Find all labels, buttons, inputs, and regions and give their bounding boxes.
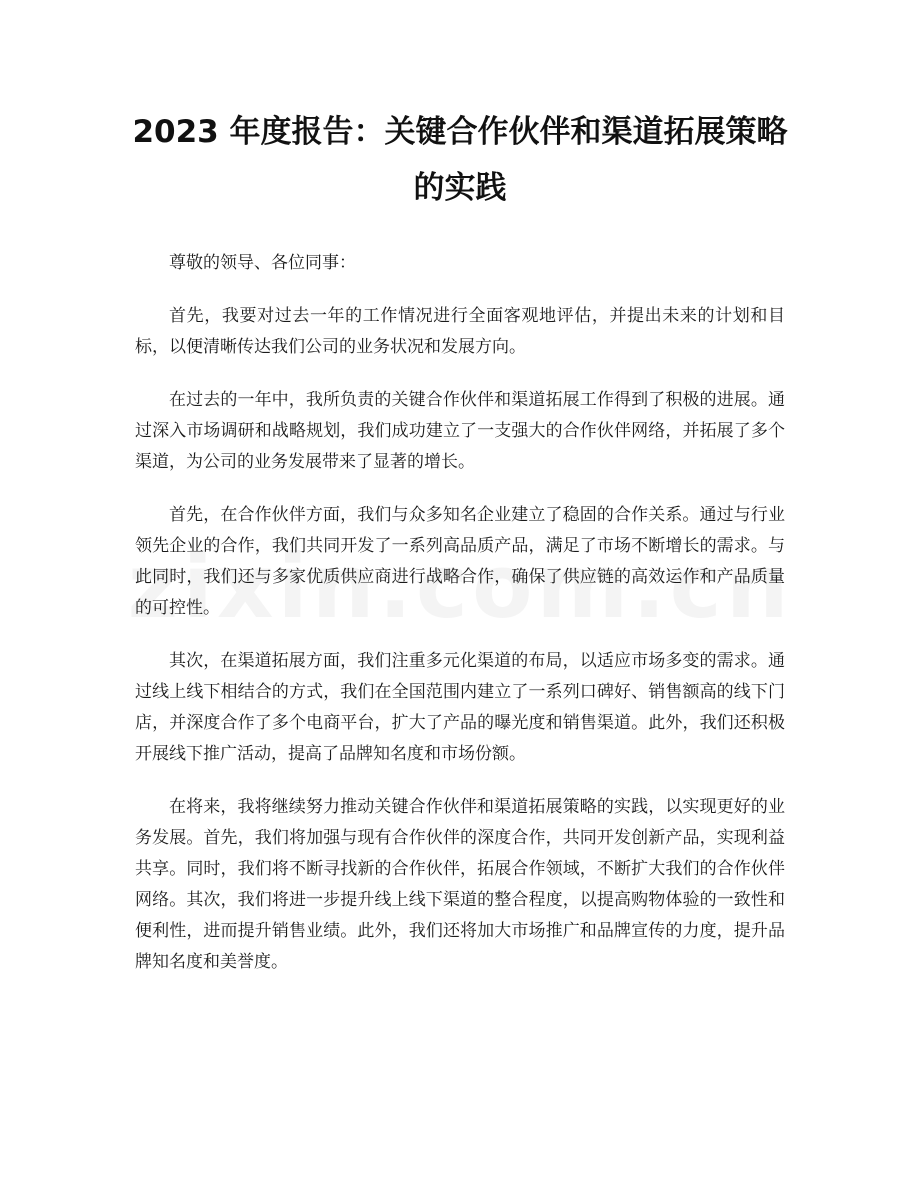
document-title: 2023 年度报告：关键合作伙伴和渠道拓展策略的实践 <box>132 114 788 206</box>
salutation: 尊敬的领导、各位同事： <box>169 253 356 273</box>
paragraph-channels: 其次，在渠道拓展方面，我们注重多元化渠道的布局，以适应市场多变的需求。通过线上线下相结合的方式，我们在全国范围内建立了一系列口碑好、销售额高的线下门店，并深度合作了多个电商平台，扩大了产品的曝光度和销售渠道。此外，我们还积极开展线下推广活动，提高了品牌知名度和市场份额。 <box>135 651 785 764</box>
document-body <box>135 248 785 1000</box>
paragraph-review: 在过去的一年中，我所负责的关键合作伙伴和渠道拓展工作得到了积极的进展。通过深入市场调研和战略规划，我们成功建立了一支强大的合作伙伴网络，并拓展了多个渠道，为公司的业务发展带来了显著的增长。 <box>135 390 785 472</box>
paragraph-intro: 首先，我要对过去一年的工作情况进行全面客观地评估，并提出未来的计划和目标，以便清晰传达我们公司的业务状况和发展方向。 <box>135 306 785 357</box>
paragraph-future: 在将来，我将继续努力推动关键合作伙伴和渠道拓展策略的实践，以实现更好的业务发展。首先，我们将加强与现有合作伙伴的深度合作，共同开发创新产品，实现利益共享。同时，我们将不断寻找新的合作伙伴，拓展合作领域，不断扩大我们的合作伙伴网络。其次，我们将进一步提升线上线下渠道的整合程度，以提高购物体验的一致性和便利性，进而提升销售业绩。此外，我们还将加大市场推广和品牌宣传的力度，提升品牌知名度和美誉度。 <box>135 797 785 972</box>
paragraph-partners: 首先，在合作伙伴方面，我们与众多知名企业建立了稳固的合作关系。通过与行业领先企业的合作，我们共同开发了一系列高品质产品，满足了市场不断增长的需求。与此同时，我们还与多家优质供应商进行战略合作，确保了供应链的高效运作和产品质量的可控性。 <box>135 505 785 618</box>
